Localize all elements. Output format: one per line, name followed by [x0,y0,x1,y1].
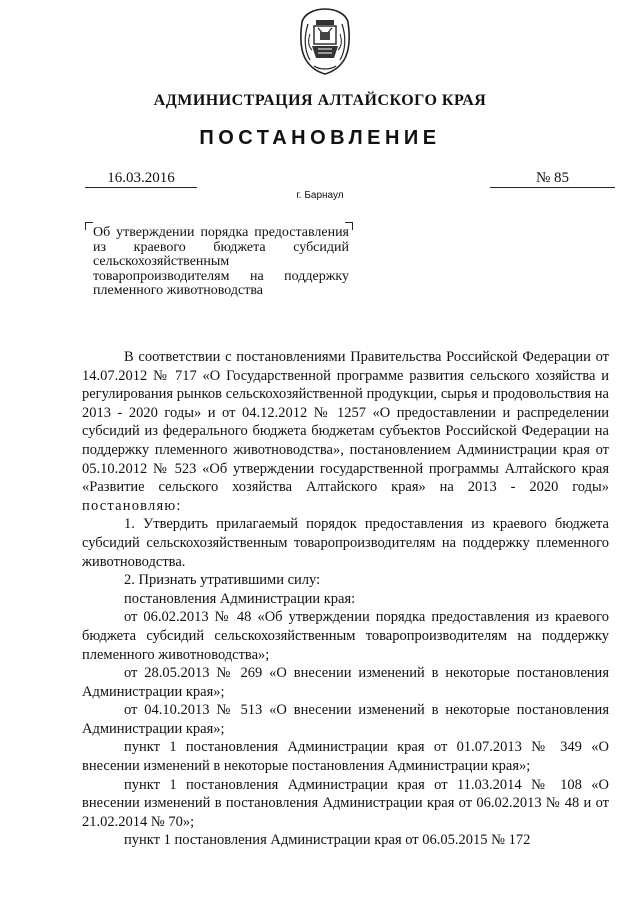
document-body [82,348,609,850]
item-1-paragraph: 1. Утвердить прилагаемый порядок предоставления из краевого бюджета субсидий сельскохозяйственным товаропроизводителям на поддержку племенного животноводства. [82,516,609,570]
repealed-act-5: пункт 1 постановления Администрации края от 11.03.2014 № 108 «О внесении изменений в постановления Администрации края от 06.02.2013 № 48 и от 21.02.2014 № 70»; [82,776,609,830]
subject-bracket-left [85,222,93,230]
item-2-paragraph: 2. Признать утратившими силу: [124,572,321,589]
repealed-heading: постановления Администрации края: [124,590,356,607]
document-type: ПОСТАНОВЛЕНИЕ [199,127,441,149]
document-subject: Об утверждении порядка предоставления из краевого бюджета субсидий сельскохозяйственным товаропроизводителям на поддержку племенного животноводства [93,225,349,298]
repealed-act-6: пункт 1 постановления Администрации края от 06.05.2015 № 172 [124,832,531,849]
repealed-act-2: от 28.05.2013 № 269 «О внесении изменений в некоторые постановления Администрации края»; [82,665,609,700]
repealed-act-1: от 06.02.2013 № 48 «Об утверждении порядка предоставления из краевого бюджета субсидий сельскохозяйственным товаропроизводителям на поддержку племенного животноводства»; [82,609,609,663]
resolution-word: постановляю: [82,497,182,514]
repealed-act-4: пункт 1 постановления Администрации края от 01.07.2013 № 349 «О внесении изменений в некоторые постановления Администрации края»; [82,739,609,775]
document-city: г. Барнаул [296,190,344,201]
coat-of-arms-icon [294,6,356,76]
document-date: 16.03.2016 [85,170,197,188]
preamble-paragraph [82,348,609,515]
repealed-act-3: от 04.10.2013 № 513 «О внесении изменений в некоторые постановления Администрации края»; [82,702,609,737]
document-number: № 85 [490,170,615,188]
organization-name: АДМИНИСТРАЦИЯ АЛТАЙСКОГО КРАЯ [153,92,487,109]
preamble-text: В соответствии с постановлениями Правительства Российской Федерации от 14.07.2012 № 717 «О Государственной программе развития сельского хозяйства и регулирования рынков сельскохозяйственной продукции, сырья и продовольствия на 2013 - 2020 годы» и от 04.12.2012 № 1257 «О предоставлении и распределении субсидий из федерального бюджета бюджетам субъектов Российской Федерации на поддержку племенного животноводства», постановлением Администрации края от 05.10.2012 № 523 «Об утверждении государственной программы Алтайского края «Развитие сельского хозяйства Алтайского края» на 2013 - 2020 годы» [82,349,609,496]
